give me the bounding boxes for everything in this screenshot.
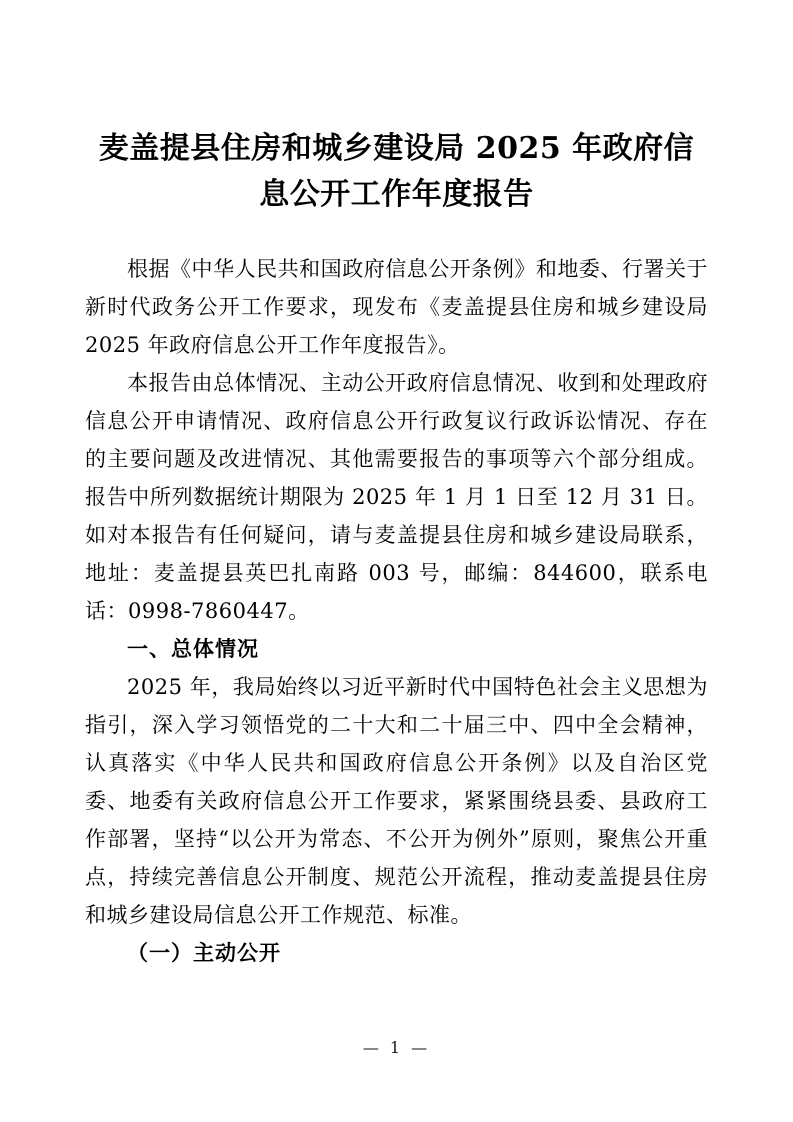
page-number: — 1 —	[362, 1038, 431, 1057]
document-body	[85, 250, 708, 972]
intro-paragraph-2: 本报告由总体情况、主动公开政府信息情况、收到和处理政府信息公开申请情况、政府信息公开行政复议行政诉讼情况、存在的主要问题及改进情况、其他需要报告的事项等六个部分组成。报告中所列数据统计期限为 2025 年 1 月 1 日至 12 月 31 日。如对本报告有任何疑问，请与麦盖提县住房和城乡建设局联系，地址：麦盖提县英巴扎南路 003 号，邮编：844600，联系电话：0998-7860447。	[85, 371, 708, 623]
section-1-paragraph-1: 2025 年，我局始终以习近平新时代中国特色社会主义思想为指引，深入学习领悟党的二十大和二十届三中、四中全会精神，认真落实《中华人民共和国政府信息公开条例》以及自治区党委、地委有关政府信息公开工作要求，紧紧围绕县委、县政府工作部署，坚持“以公开为常态、不公开为例外”原则，聚焦公开重点，持续完善信息公开制度、规范公开流程，推动麦盖提县住房和城乡建设局信息公开工作规范、标准。	[85, 675, 708, 927]
document-title: 麦盖提县住房和城乡建设局 2025 年政府信息公开工作年度报告	[98, 131, 695, 212]
intro-paragraph-1: 根据《中华人民共和国政府信息公开条例》和地委、行署关于新时代政务公开工作要求，现发布《麦盖提县住房和城乡建设局 2025 年政府信息公开工作年度报告》。	[85, 257, 708, 357]
section-1-subsection-1-heading: （一）主动公开	[127, 940, 281, 965]
section-1-heading: 一、总体情况	[127, 637, 259, 661]
